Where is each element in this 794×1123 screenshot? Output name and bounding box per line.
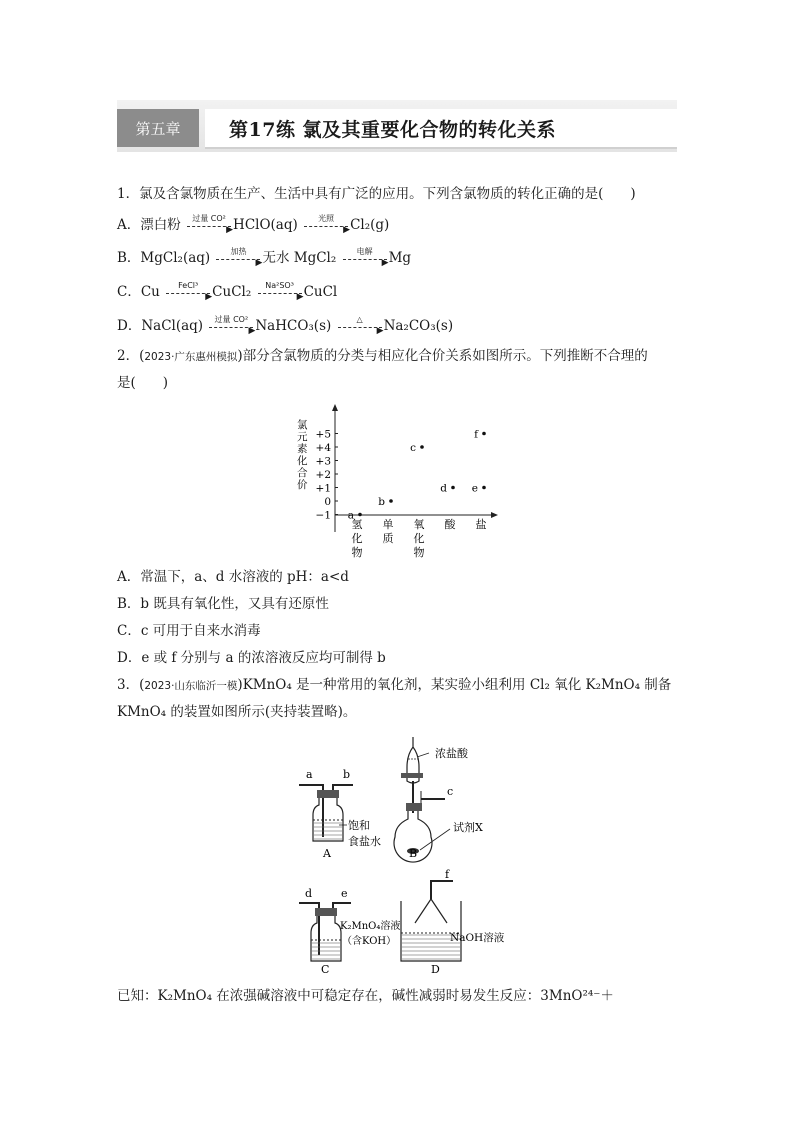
data-point-label: a [347, 509, 354, 522]
port-e-label: e [341, 887, 348, 900]
data-point-d [451, 486, 455, 490]
arrow-icon: 过量 CO² ▶ [207, 318, 255, 336]
data-point-label: e [471, 482, 478, 495]
data-point-label: b [378, 496, 385, 508]
title-box [205, 109, 677, 147]
stopper [315, 908, 337, 916]
bottle-c [299, 887, 400, 976]
y-axis-arrow-icon [332, 404, 338, 411]
reagent-label: 饱和 [348, 819, 370, 832]
beaker-d [401, 868, 505, 976]
data-point-label: f [474, 428, 478, 441]
arrow-condition: 加热 [230, 246, 247, 256]
arrow-icon: FeCl³ ▶ [164, 284, 212, 302]
arrow-condition: 光照 [318, 213, 335, 223]
question-source: 2023·广东惠州模拟 [144, 351, 238, 363]
x-category-label: 单 [382, 518, 394, 531]
data-point-label: c [410, 442, 416, 454]
port-b-label: b [343, 768, 351, 781]
species: Cl₂(g) [350, 217, 390, 233]
arrow-icon: Na²SO³ ▶ [256, 284, 304, 302]
data-point-label: d [440, 482, 447, 495]
q2-option-c[interactable]: C．c 可用于自来水消毒 [117, 623, 261, 639]
x-category-label: 盐 [475, 518, 487, 531]
bottle-a [299, 768, 381, 860]
q1-option-c[interactable] [117, 280, 338, 302]
inverted-funnel [415, 899, 447, 923]
stopper [406, 803, 422, 811]
arrow-condition: FeCl³ [178, 280, 199, 290]
arrow-icon: 加热 ▶ [214, 250, 262, 268]
arrow-icon: 过量 CO² ▶ [185, 217, 233, 235]
species: Cu [140, 284, 160, 300]
reagent-label: 食盐水 [348, 835, 381, 848]
x-category-label: 氧 [413, 518, 425, 531]
y-tick-label: +1 [315, 482, 331, 495]
option-label: B． [117, 250, 141, 266]
data-point-c [420, 445, 424, 449]
apparatus-label: A [323, 847, 331, 860]
species: CuCl₂ [212, 284, 252, 300]
q1-option-b[interactable] [117, 246, 412, 268]
y-tick-label: 0 [324, 496, 331, 508]
y-axis-label-char: 化 [297, 455, 308, 467]
data-point-f [482, 432, 486, 436]
apparatus-label: D [431, 963, 440, 976]
arrow-icon: △ ▶ [336, 318, 384, 336]
species: Na₂CO₃(s) [383, 318, 454, 334]
arrow-condition: 过量 CO² [192, 213, 226, 223]
port-d-label: d [305, 887, 313, 900]
q3-known: 已知：K₂MnO₄ 在浓强碱溶液中可稳定存在，碱性减弱时易发生反应：3MnO²⁴⁻＋ [117, 988, 614, 1004]
arrow-icon: 光照 ▶ [302, 217, 350, 235]
species: NaCl(aq) [141, 318, 204, 334]
q2-option-a[interactable]: A．常温下，a、d 水溶液的 pH：a<d [117, 569, 349, 585]
data-point-b [389, 499, 393, 503]
port-c-label: c [447, 785, 454, 798]
q2-stem [117, 347, 648, 366]
species: MgCl₂(aq) [140, 250, 211, 266]
option-label: D． [117, 318, 142, 334]
data-point-a [358, 513, 362, 517]
y-tick-label: +3 [315, 455, 331, 468]
species: NaHCO₃(s) [255, 318, 332, 334]
reagent-label: （含KOH） [342, 936, 397, 947]
valence-chart [285, 402, 510, 560]
arrow-condition: Na²SO³ [265, 280, 294, 290]
reagent-label: NaOH溶液 [450, 932, 505, 944]
x-category-label: 氢 [351, 518, 363, 531]
question-source: 2023·山东临沂一模 [144, 680, 238, 692]
y-axis-label-char: 合 [297, 467, 308, 479]
apparatus-diagram [295, 733, 535, 978]
arrow-condition: 过量 CO² [214, 314, 249, 324]
y-axis-label-char: 氯 [297, 419, 308, 431]
stopper [317, 790, 339, 798]
species: 无水 MgCl₂ [262, 250, 337, 266]
y-axis-label-char: 素 [297, 443, 308, 455]
y-axis-label-char: 元 [297, 431, 308, 443]
apparatus-label: C [321, 963, 330, 976]
x-category-label: 化 [413, 532, 425, 545]
reagent-label: K₂MnO₄溶液 [340, 921, 401, 932]
x-category-label: 酸 [444, 518, 456, 531]
port-a-label: a [306, 768, 313, 781]
y-tick-label: +5 [315, 428, 331, 441]
q1-option-d[interactable] [117, 314, 454, 336]
arrow-icon: 电解 ▶ [341, 250, 389, 268]
q2-option-b[interactable]: B．b 既具有氧化性，又具有还原性 [117, 596, 329, 612]
question-number: 2．( [117, 348, 145, 364]
q3-stem-line2: KMnO₄ 的装置如图所示(夹持装置略)。 [117, 704, 357, 720]
option-label: C． [117, 284, 141, 300]
x-category-label: 化 [351, 532, 363, 545]
stem-text: )KMnO₄ 是一种常用的氧化剂，某实验小组利用 Cl₂ 氧化 K₂MnO₄ 制备 [237, 677, 672, 693]
y-tick-label: +2 [315, 469, 331, 481]
q2-stem-line2: 是( ) [117, 375, 169, 391]
x-axis-arrow-icon [491, 512, 498, 518]
q2-option-d[interactable]: D．e 或 f 分别与 a 的浓溶液反应均可制得 b [117, 650, 386, 666]
question-number: 3．( [117, 677, 145, 693]
y-axis-label-char: 价 [297, 479, 308, 491]
y-tick-label: +4 [315, 442, 331, 454]
species: CuCl [303, 284, 338, 300]
arrow-condition: 电解 [356, 246, 373, 256]
y-tick-label: −1 [315, 509, 331, 522]
species: HClO(aq) [233, 217, 298, 233]
x-category-label: 质 [382, 532, 394, 545]
stem-text: )部分含氯物质的分类与相应化合价关系如图所示。下列推断不合理的 [237, 348, 648, 364]
species: Mg [388, 250, 412, 266]
x-category-label: 物 [413, 546, 425, 559]
liquid [314, 821, 342, 840]
reagent-label: 试剂X [453, 821, 483, 834]
port-f-label: f [445, 868, 450, 881]
reagent-label: 浓盐酸 [435, 747, 468, 760]
option-label: A． [117, 217, 141, 233]
flask-b [394, 737, 483, 862]
q3-stem [117, 676, 671, 695]
x-category-label: 物 [351, 546, 363, 559]
data-point-e [482, 486, 486, 490]
y-axis-label [297, 418, 308, 491]
species: 漂白粉 [140, 217, 181, 233]
stopcock [401, 773, 423, 778]
arrow-condition: △ [356, 314, 363, 324]
q1-option-a[interactable] [117, 213, 390, 235]
q1-stem: 1．氯及含氯物质在生产、生活中具有广泛的应用。下列含氯物质的转化正确的是( ) [117, 186, 636, 202]
apparatus-label: B [409, 847, 418, 860]
chapter-tab: 第五章 [117, 109, 199, 147]
page-title: 第17练 氯及其重要化合物的转化关系 [229, 118, 557, 141]
